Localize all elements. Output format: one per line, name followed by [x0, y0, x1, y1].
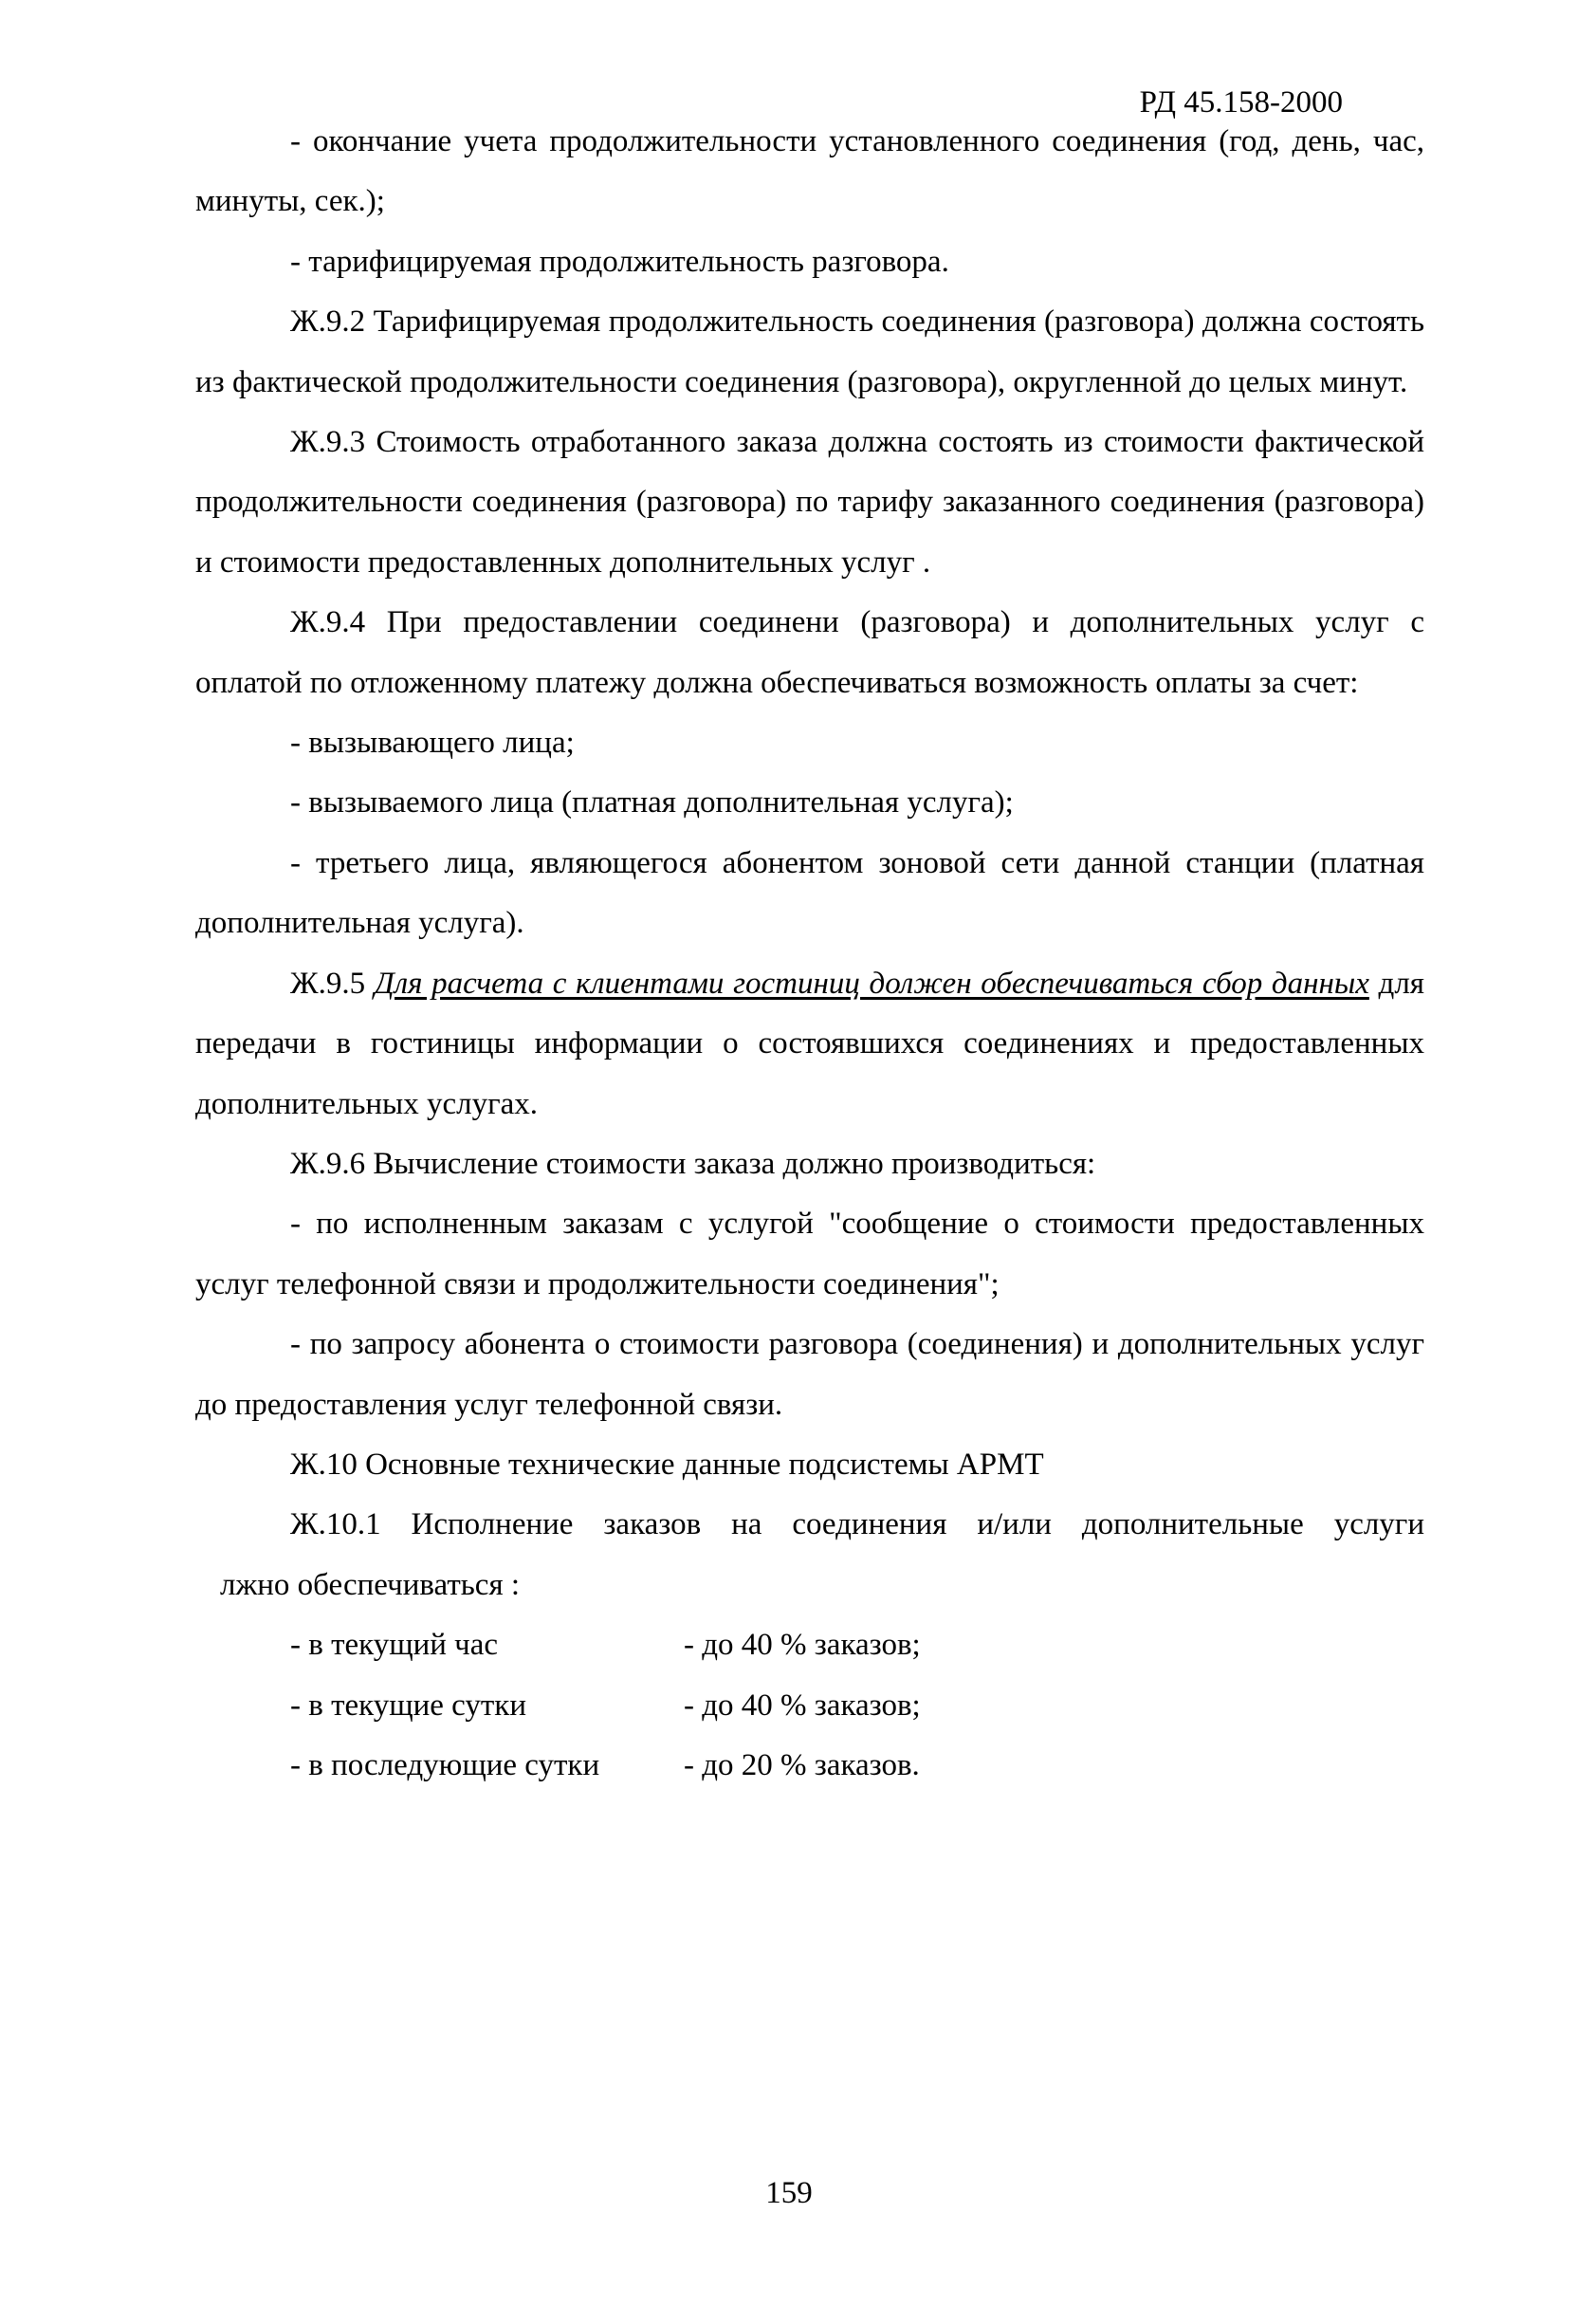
paragraph-zh-9-5 — [195, 954, 1424, 1134]
paragraph-call-end-time: - окончание учета продолжительности установленного соединения (год, день, час, минуты, сек.); — [195, 124, 1424, 219]
clause-number: Ж.9.5 — [290, 966, 375, 1001]
paragraph-zh-9-2: Ж.9.2 Тарифицируемая продолжительность соединения (разговора) должна состоять из фактической продолжительности соединения (разговора), округленной до целых минут. — [195, 304, 1424, 399]
page-number: 159 — [765, 2176, 813, 2210]
paragraph-billed-duration: - тарифицируемая продолжительность разговора. — [290, 244, 949, 279]
paragraph-zh-10-1: Ж.10.1 Исполнение заказов на соединения и/или дополнительные услуги — [290, 1507, 1424, 1542]
section-heading-zh-10: Ж.10 Основные технические данные подсистемы АРМТ — [290, 1447, 1044, 1482]
order-share-row — [195, 1736, 1424, 1796]
share-value: - до 20 % заказов. — [684, 1747, 920, 1782]
paragraph-zh-9-4: Ж.9.4 При предоставлении соединени (разговора) и дополнительных услуг с оплатой по отложенному платежу должна обеспечиваться возможность оплаты за счет: — [195, 605, 1424, 700]
emphasized-text: Для расчета с клиентами гостиниц должен обеспечиваться сбор данных — [374, 966, 1369, 1001]
paragraph-zh-9-3: Ж.9.3 Стоимость отработанного заказа должна состоять из стоимости фактической продолжительности соединения (разговора) по тарифу заказанного соединения (разговора) и стоимости предоставленных дополнительных услуг . — [195, 425, 1424, 580]
list-item-called: - вызываемого лица (платная дополнительная услуга); — [290, 785, 1014, 821]
list-item-third-party: - третьего лица, являющегося абонентом зоновой сети данной станции (платная дополнительная услуга). — [195, 845, 1424, 941]
list-item-caller: - вызывающего лица; — [290, 726, 575, 761]
paragraph-zh-10-1-continuation: лжно обеспечиваться : — [220, 1567, 521, 1602]
share-value: - до 40 % заказов; — [684, 1628, 921, 1663]
document-code: РД 45.158-2000 — [1139, 85, 1343, 120]
period-label: - в текущий час — [290, 1628, 499, 1663]
order-share-row — [195, 1615, 1424, 1675]
order-share-row — [195, 1676, 1424, 1736]
share-value: - до 40 % заказов; — [684, 1688, 921, 1723]
period-label: - в последующие сутки — [290, 1747, 600, 1782]
list-item-completed-orders: - по исполненным заказам с услугой "сообщение о стоимости предоставленных услуг телефонной связи и продолжительности соединения"; — [195, 1207, 1424, 1301]
paragraph-zh-9-6: Ж.9.6 Вычисление стоимости заказа должно производиться: — [290, 1146, 1096, 1181]
order-share-list — [195, 1615, 1424, 1796]
list-item-subscriber-request: - по запросу абонента о стоимости разговора (соединения) и дополнительных услуг до предоставления услуг телефонной связи. — [195, 1327, 1424, 1422]
paragraph-text: для передачи в гостиницы информации о состоявшихся соединениях и предоставленных дополнительных услугах. — [195, 966, 1424, 1121]
period-label: - в текущие сутки — [290, 1688, 526, 1723]
document-body — [195, 112, 1424, 1796]
